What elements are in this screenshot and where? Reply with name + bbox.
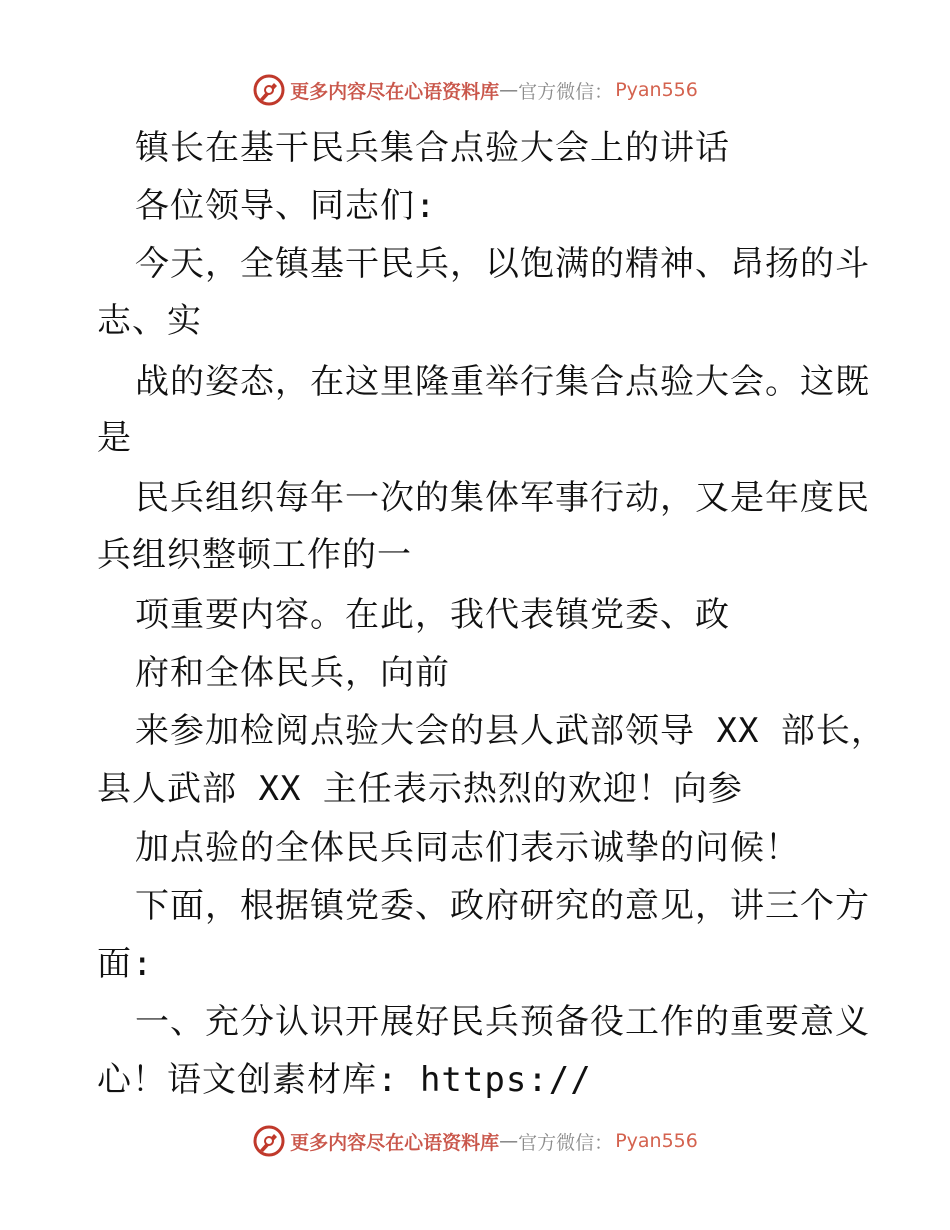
text-line: 府和全体民兵，向前: [135, 653, 450, 693]
text-line: 项重要内容。在此，我代表镇党委、政: [135, 595, 730, 635]
text-line: 加点验的全体民兵同志们表示诚挚的问候！: [135, 828, 800, 868]
watermark-separator: —: [499, 1130, 519, 1152]
footer-watermark: [0, 1121, 950, 1161]
document-title: 镇长在基干民兵集合点验大会上的讲话: [135, 128, 730, 168]
watermark-separator: —: [499, 79, 519, 101]
text-line: 是: [97, 418, 132, 458]
watermark-brand-text: 更多内容尽在心语资料库: [290, 1131, 500, 1154]
text-line: 心！语文创素材库: https://: [97, 1060, 592, 1100]
watermark-brand-text: 更多内容尽在心语资料库: [290, 80, 500, 103]
pen-logo-icon: [252, 73, 286, 107]
watermark-wechat-id: Pyan556: [615, 1130, 698, 1152]
watermark-wechat-label: 官方微信：: [518, 80, 614, 103]
section-heading: 一、充分认识开展好民兵预备役工作的重要意义: [135, 1002, 870, 1042]
text-line: 民兵组织每年一次的集体军事行动，又是年度民: [135, 478, 870, 518]
watermark-wechat-id: Pyan556: [615, 79, 698, 101]
header-watermark: [0, 70, 950, 110]
text-line: 兵组织整顿工作的一: [97, 535, 412, 575]
text-line: 各位领导、同志们:: [135, 186, 437, 226]
text-line: 面:: [97, 944, 154, 984]
text-line: 下面，根据镇党委、政府研究的意见，讲三个方: [135, 886, 870, 926]
text-line: 战的姿态，在这里隆重举行集合点验大会。这既: [135, 362, 870, 402]
watermark-wechat-label: 官方微信：: [518, 1131, 614, 1154]
text-line: 今天，全镇基干民兵，以饱满的精神、昂扬的斗: [135, 244, 870, 284]
text-line: 县人武部 XX 主任表示热烈的欢迎！向参: [97, 769, 743, 809]
text-line: 志、实: [97, 301, 202, 341]
pen-logo-icon: [252, 1124, 286, 1158]
text-line: 来参加检阅点验大会的县人武部领导 XX 部长，: [135, 711, 886, 751]
